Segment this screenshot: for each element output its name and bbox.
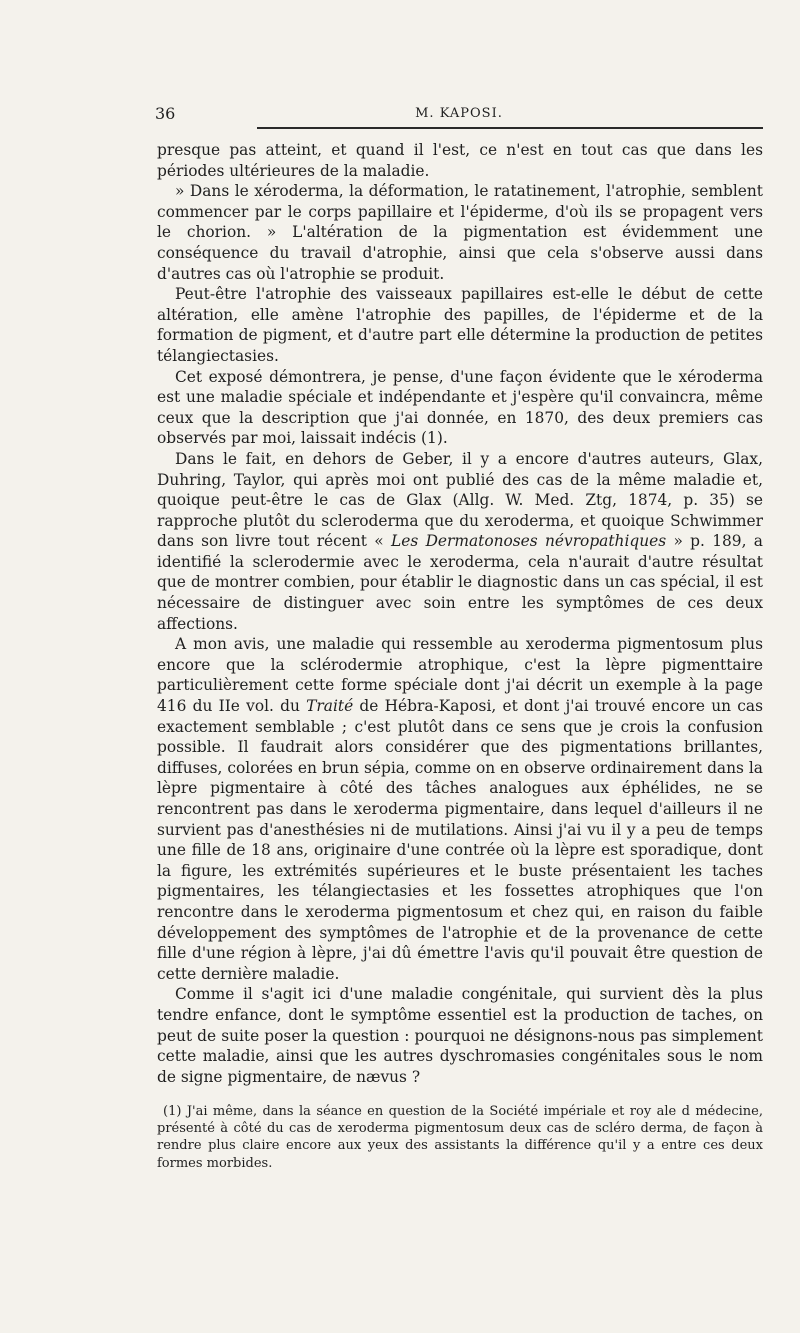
paragraph-7: Comme il s'agit ici d'une maladie congénitale, qui survient dès la plus tendre enfance, dont le symptôme essentiel est la production de taches, on peut de suite poser la question : pourquoi ne désignons-nous pas simplement cette maladie, ainsi que les autres dyschromasies congénitales sous le nom de signe pigmentaire, de nævus ?	[157, 985, 763, 1086]
paragraph-5	[157, 449, 763, 634]
paragraph-6-part-b: de Hébra-Kaposi, et dont j'ai trouvé encore un cas exactement semblable ; c'est plutôt dans ce sens que je crois la confusion possible. Il faudrait alors considérer que des pigmentations brillantes, diffuses, colorées en brun sépia, comme on en observe ordinairement dans la lèpre pigmentaire à côté des tâches analogues aux éphélides, ne se rencontrent pas dans le xeroderma pigmentaire, dans lequel d'ailleurs il ne survient pas d'anesthésies ni de mutilations. Ainsi j'ai vu il y a peu de temps une fille de 18 ans, originaire d'une contrée où la lèpre est sporadique, dont la figure, les extrémités supérieures et le buste présentaient les taches pigmentaires, les télangiectasies et les fossettes atrophiques que l'on rencontre dans le xeroderma pigmentosum et chez qui, en raison du faible développement des symptômes de l'atrophie et de la provenance de cette fille d'une région à lèpre, j'ai dû émettre l'avis qu'il pouvait être question de cette dernière maladie.	[157, 697, 763, 983]
page-number: 36	[155, 104, 176, 123]
header-rule	[257, 127, 763, 129]
paragraph-4: Cet exposé démontrera, je pense, d'une façon évidente que le xéroderma est une maladie spéciale et indépendante et j'espère qu'il convaincra, même ceux que la description que j'ai donnée, en 1870, des deux premiers cas observés par moi, laissait indécis (1).	[157, 367, 763, 448]
paragraph-1: presque pas atteint, et quand il l'est, ce n'est en tout cas que dans les périodes ultérieures de la maladie.	[157, 141, 763, 180]
paragraph-6	[157, 634, 763, 984]
book-title: Les Dermatonoses névropathiques	[391, 532, 667, 551]
traite-title: Traité	[306, 697, 354, 716]
paragraph-5-part-b: » p. 189, a identifié la sclerodermie avec le xeroderma, cela n'aurait d'autre résultat que de montrer combien, pour établir le diagnostic dans un cas spécial, il est nécessaire de distinguer avec soin entre les symptômes de ces deux affections.	[157, 532, 763, 633]
paragraph-5-part-a: Dans le fait, en dehors de Geber, il y a encore d'autres auteurs, Glax, Duhring, Taylor, qui après moi ont publié des cas de la même maladie et, quoique peut-être le cas de Glax (Allg. W. Med. Ztg, 1874, p. 35) se rapproche plutôt du scleroderma que du xeroderma, et quoique Schwimmer dans son livre tout récent «	[157, 449, 763, 551]
paragraph-3: Peut-être l'atrophie des vaisseaux papillaires est-elle le début de cette altération, elle amène l'atrophie des papilles, de l'épiderme et de la formation de pigment, et d'autre part elle détermine la production de petites télangiectasies.	[157, 285, 763, 365]
footnote	[157, 1103, 763, 1172]
running-head: M. KAPOSI.	[415, 106, 503, 121]
paragraph-6-part-a: A mon avis, une maladie qui ressemble au xeroderma pigmentosum plus encore que la sclérodermie atrophique, c'est la lèpre pigmenttaire particulièrement cette forme spéciale dont j'ai décrit un exemple à la page 416 du IIe vol. du	[157, 635, 763, 716]
main-text	[157, 140, 763, 1087]
footnote-text: (1) J'ai même, dans la séance en question de la Société impériale et roy ale d médecine, présenté à côté du cas de xeroderma pigmentosum deux cas de scléro derma, de façon à rendre plus claire encore aux yeux des assistants la différence qu'il y a entre ces deux formes morbides.	[157, 1104, 763, 1171]
paragraph-2: » Dans le xéroderma, la déformation, le ratatinement, l'atrophie, semblent commencer par le corps papillaire et l'épiderme, d'où ils se propagent vers le chorion. » L'altération de la pigmentation est évidemment une conséquence du travail d'atrophie, ainsi que cela s'observe aussi dans d'autres cas où l'atrophie se produit.	[157, 182, 763, 283]
page-header	[155, 104, 763, 128]
